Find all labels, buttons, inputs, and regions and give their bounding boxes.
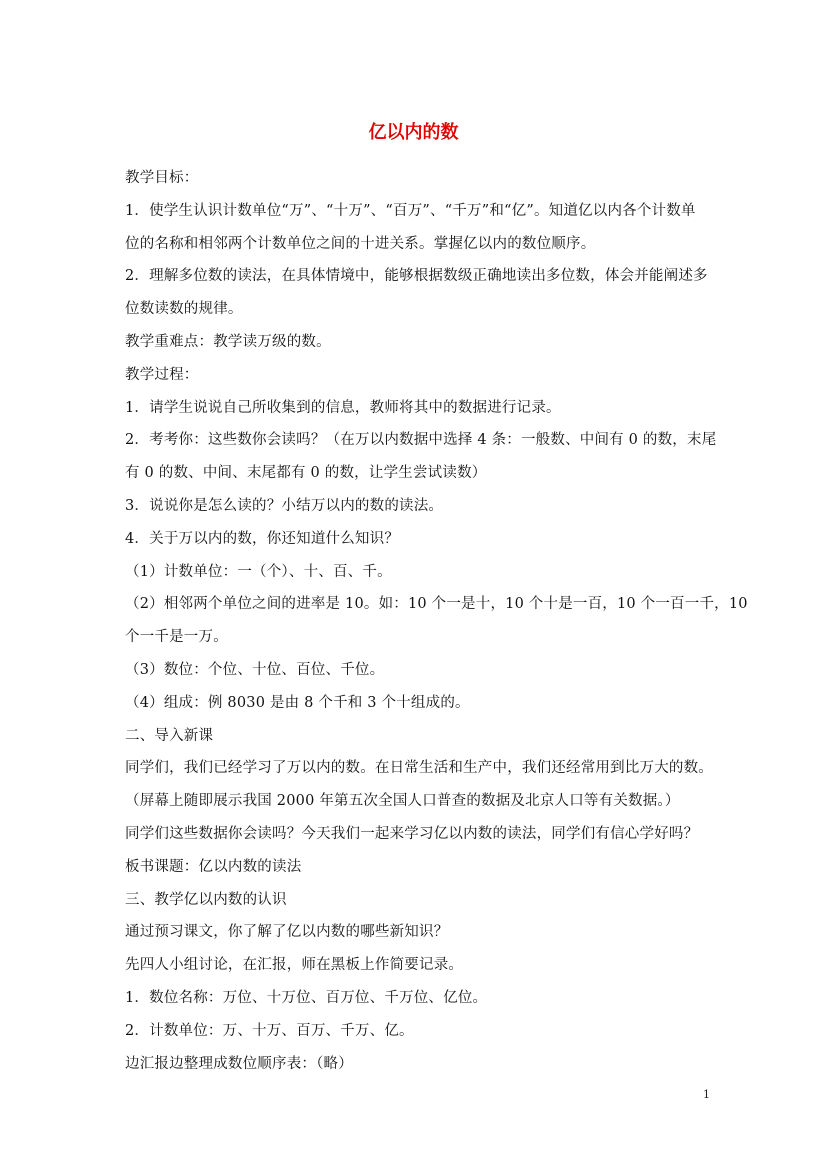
paragraph-line: 先四人小组讨论，在汇报，师在黑板上作简要记录。 [125, 957, 464, 974]
paragraph-line: 2．理解多位数的读法，在具体情境中，能够根据数级正确地读出多位数，体会并能阐述多 [125, 268, 708, 285]
paragraph-line: 教学过程： [125, 366, 199, 383]
paragraph-line: （3）数位：个位、十位、百位、千位。 [125, 661, 385, 678]
paragraph-line: 边汇报边整理成数位顺序表：（略） [125, 1055, 353, 1072]
paragraph-line: 二、导入新课 [125, 727, 214, 744]
paragraph-line: 1．数位名称：万位、十万位、百万位、千万位、亿位。 [125, 989, 488, 1006]
paragraph-line: 有 0 的数、中间、末尾都有 0 的数，让学生尝试读数） [125, 465, 487, 482]
paragraph-line: 板书课题：亿以内数的读法 [125, 858, 302, 875]
page-number: 1 [703, 1088, 710, 1101]
paragraph-line: （屏幕上随即展示我国 2000 年第五次全国人口普查的数据及北京人口等有关数据。） [125, 793, 680, 810]
paragraph-line: 2．考考你：这些数你会读吗？（在万以内数据中选择 4 条：一般数、中间有 0 的数，末尾 [125, 432, 717, 449]
paragraph-line: （2）相邻两个单位之间的进率是 10。如：10 个一是十，10 个十是一百，10 个一百一千，10 [125, 596, 748, 613]
paragraph-line: 同学们这些数据你会读吗？今天我们一起来学习亿以内数的读法，同学们有信心学好吗？ [125, 825, 699, 842]
paragraph-line: 教学目标： [125, 170, 199, 186]
paragraph-line: （1）计数单位：一（个）、十、百、千。 [125, 563, 392, 580]
paragraph-line: 同学们，我们已经学习了万以内的数。在日常生活和生产中，我们还经常用到比万大的数。 [125, 760, 713, 777]
document-body [125, 162, 748, 1080]
paragraph-line: 1．请学生说说自己所收集到的信息，教师将其中的数据进行记录。 [125, 399, 561, 416]
paragraph-line: 2．计数单位：万、十万、百万、千万、亿。 [125, 1022, 414, 1039]
paragraph-line: 教学重难点：教学读万级的数。 [125, 333, 331, 350]
document-title: 亿以内的数 [368, 122, 459, 143]
paragraph-line: 3．说说你是怎么读的？小结万以内的数的读法。 [125, 497, 444, 514]
paragraph-line: 1．使学生认识计数单位“万”、“十万”、“百万”、“千万”和“亿”。知道亿以内各个计数单 [125, 202, 696, 219]
paragraph-line: 4．关于万以内的数，你还知道什么知识？ [125, 530, 400, 547]
paragraph-line: 位的名称和相邻两个计数单位之间的十进关系。掌握亿以内的数位顺序。 [125, 235, 596, 252]
paragraph-line: 个一千是一万。 [125, 629, 228, 646]
paragraph-line: 通过预习课文，你了解了亿以内数的哪些新知识？ [125, 924, 449, 941]
paragraph-line: （4）组成：例 8030 是由 8 个千和 3 个十组成的。 [125, 694, 470, 711]
paragraph-line: 位数读数的规律。 [125, 301, 243, 318]
paragraph-line: 三、教学亿以内数的认识 [125, 891, 287, 908]
